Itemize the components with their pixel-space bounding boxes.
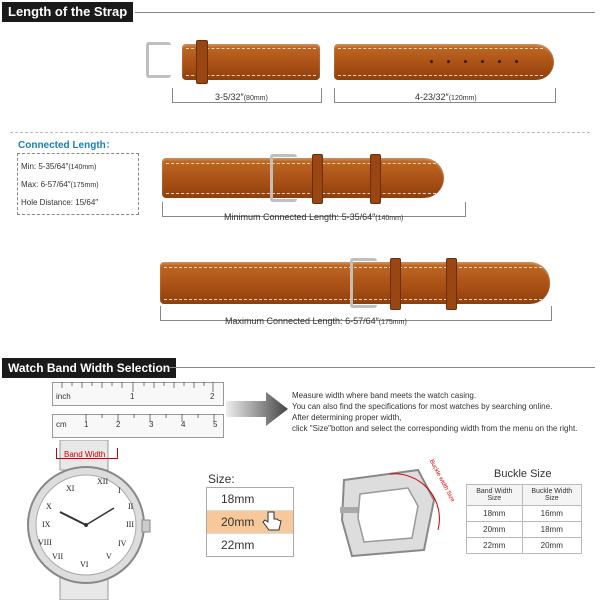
inch-label: inch [56,392,71,401]
hand-cursor-icon [262,510,284,534]
cm-mark: 1 [84,420,89,429]
numeral: II [128,502,134,511]
long-strap-stitch [338,48,543,49]
numeral: IV [118,539,127,548]
table-cell: 16mm [522,506,581,522]
instructions [292,390,592,434]
inch-mark: 2 [210,392,215,401]
table-cell: 20mm [467,522,523,538]
buckle-icon [146,42,171,78]
header-divider [135,12,595,13]
buckle-illustration [328,460,464,560]
numeral: IX [42,520,51,529]
table-cell: 18mm [522,522,581,538]
arrow-right-icon [226,392,288,426]
keeper-loop [312,154,323,204]
cm-label: cm [56,420,67,429]
size-label: Size: [208,472,235,486]
short-strap-length: 3-5/32″(80mm) [215,92,268,102]
table-cell: 18mm [467,506,523,522]
section-header-strap-length: Length of the Strap [2,2,133,22]
size-option-20mm[interactable]: 20mm [207,511,293,534]
header-divider [170,367,595,368]
cm-mark: 4 [181,420,186,429]
keeper-loop [196,40,208,84]
table-header: Band Width Size [467,485,523,506]
cm-mark: 2 [116,420,121,429]
numeral: VI [80,560,89,569]
inch-mark: 1 [130,392,135,401]
size-option-22mm[interactable]: 22mm [221,538,255,552]
instruction-line: Measure width where band meets the watch casing. [292,391,477,400]
numeral: V [106,552,112,561]
table-cell: 20mm [522,538,581,554]
max-connected-caption: Maximum Connected Length: 6-57/64″(175mm) [225,316,407,326]
max-spec: Max: 6-57/64″(175mm) [21,180,99,189]
band-width-label: Band Width [64,450,106,459]
strap-hole [481,60,484,63]
table-header: Buckle Width Size [522,485,581,506]
strap-hole [515,60,518,63]
strap-stitch [166,163,436,164]
buckle-width-arc-label: Buckle width Size [427,458,456,504]
instruction-line: After determining proper width, [292,413,402,422]
keeper-loop [390,258,401,310]
instruction-line: You can also find the specifications for most watches by searching online. [292,402,553,411]
size-option-18mm[interactable]: 18mm [207,488,293,511]
connected-length-title: Connected Length： [18,140,116,151]
connected-specs-box [17,153,139,215]
hole-distance-spec: Hole Distance: 15/64″ [21,198,99,207]
numeral: VIII [38,538,52,547]
instruction-line: click "Size"botton and select the corresponding width from the menu on the right. [292,424,578,433]
long-strap-length: 4-23/32″(120mm) [415,92,477,102]
min-spec: Min: 5-35/64″(140mm) [21,162,97,171]
numeral: XI [66,484,75,493]
table-row [467,522,582,538]
buckle-size-table [466,484,582,554]
section-header-band-width: Watch Band Width Selection [2,358,176,378]
table-header-row [467,485,582,506]
table-cell: 22mm [467,538,523,554]
strap-hole [464,60,467,63]
numeral: I [118,486,121,495]
min-connected-strap [162,158,444,198]
cm-mark: 5 [213,420,218,429]
strap-stitch-bottom [166,193,436,194]
numeral: XII [97,477,109,486]
strap-hole [447,60,450,63]
keeper-loop [446,258,457,310]
long-strap-stitch-bottom [338,75,543,76]
strap-hole [430,60,433,63]
keeper-loop [370,154,381,204]
ruler-ticks [52,382,224,438]
buckle-icon [270,154,297,202]
table-row [467,506,582,522]
watch-numerals [18,440,158,600]
numeral: VII [52,552,64,561]
strap-hole [498,60,501,63]
numeral: III [126,520,134,529]
buckle-size-title: Buckle Size [494,468,552,480]
min-connected-caption: Minimum Connected Length: 5-35/64″(140mm) [224,212,404,222]
table-row [467,538,582,554]
numeral: X [46,502,52,511]
cm-mark: 3 [149,420,154,429]
buckle-icon [350,258,377,308]
